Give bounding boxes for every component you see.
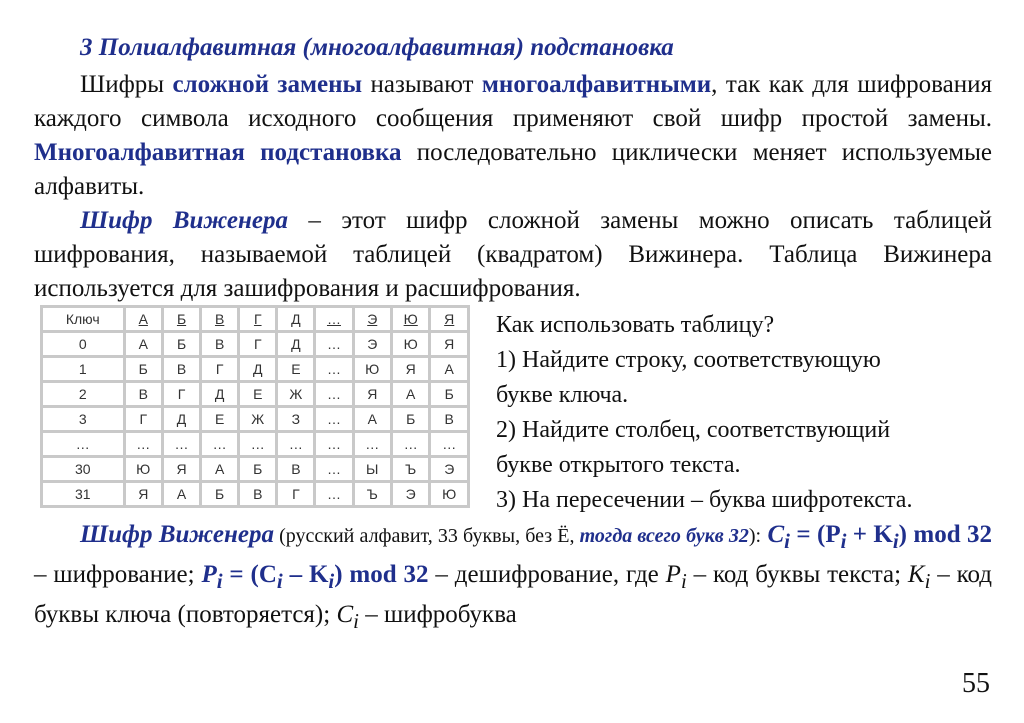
table-cell: Е: [239, 382, 277, 407]
table-cell: 2: [42, 382, 125, 407]
table-cell: Я: [430, 332, 469, 357]
paragraph-vigenere: Шифр Виженера – этот шифр сложной замены можно описать таблицей шифрования, называемой таблицей (квадратом) Вижинера. Таблица Вижинера используется для зашифрования и расшифрования.: [34, 207, 993, 302]
table-cell: 1: [42, 357, 125, 382]
table-cell: 3: [42, 407, 125, 432]
table-row: [42, 382, 469, 407]
table-cell: …: [315, 332, 353, 357]
table-cell: …: [42, 432, 125, 457]
table-header-row: [42, 307, 469, 332]
table-cell: В: [277, 457, 315, 482]
table-row: [42, 457, 469, 482]
table-cell: В: [201, 307, 239, 332]
table-cell: Э: [391, 482, 429, 507]
term-polyalphabetic: многоалфавитными: [481, 71, 712, 98]
table-cell: Э: [430, 457, 469, 482]
table-cell: Я: [391, 357, 429, 382]
table-cell: …: [162, 432, 200, 457]
table-cell: Э: [353, 307, 391, 332]
table-cell: 30: [42, 457, 125, 482]
table-cell: А: [430, 357, 469, 382]
term-polyalphabetic-substitution: Многоалфавитная подстановка: [34, 139, 402, 166]
table-cell: Б: [162, 332, 200, 357]
table-cell: Я: [124, 482, 162, 507]
table-cell: …: [430, 432, 469, 457]
table-row: [42, 432, 469, 457]
term-complex-substitution: сложной замены: [172, 71, 363, 98]
how-title: Как использовать таблицу?: [496, 312, 775, 338]
table-cell: З: [277, 407, 315, 432]
section-heading: 3 Полиалфавитная (многоалфавитная) подстановка: [80, 34, 674, 61]
how-step2-cont: букве открытого текста.: [496, 452, 741, 478]
table-cell: …: [277, 432, 315, 457]
table-cell: …: [315, 482, 353, 507]
table-cell: …: [315, 382, 353, 407]
page-number: 55: [962, 668, 990, 699]
table-cell: …: [124, 432, 162, 457]
table-cell: А: [162, 482, 200, 507]
table-cell: Г: [239, 307, 277, 332]
table-cell: А: [391, 382, 429, 407]
table-row: [42, 357, 469, 382]
table-cell: Э: [353, 332, 391, 357]
term-vigenere-cipher: Шифр Виженера: [80, 207, 288, 234]
table-cell: …: [391, 432, 429, 457]
how-step3: 3) На пересечении – буква шифротекста.: [496, 487, 913, 513]
table-cell: Б: [201, 482, 239, 507]
table-cell: 0: [42, 332, 125, 357]
table-cell: Ю: [430, 482, 469, 507]
table-cell: В: [124, 382, 162, 407]
table-cell: Ю: [391, 307, 429, 332]
table-cell: Я: [353, 382, 391, 407]
table-cell: Ю: [124, 457, 162, 482]
table-row: [42, 407, 469, 432]
table-cell: А: [353, 407, 391, 432]
table-cell: Д: [277, 332, 315, 357]
table-cell: Ж: [277, 382, 315, 407]
paragraph-vigenere-formula: Шифр Виженера (русский алфавит, 33 буквы, без Ё, тогда всего букв 32): $C_i = (P_i + K_i)$ mod 32 – шифрование; $P_i = (C_i - K_i)$ mod 32 – дешифрование, где $P_i$ – код буквы текста; $K_i$ – код буквы ключа (повторяется); $C_i$ – шифробуква: [34, 521, 993, 633]
table-cell: Г: [124, 407, 162, 432]
table-cell: В: [162, 357, 200, 382]
paragraph-polyalphabetic: Шифры сложной замены называют многоалфавитными, так как для шифрования каждого символа исходного сообщения применяют свой шифр простой замены. Многоалфавитная подстановка последовательно циклически меняет используемые алфавиты.: [34, 71, 993, 200]
table-row: [42, 482, 469, 507]
table-cell: …: [315, 307, 353, 332]
table-cell: В: [430, 407, 469, 432]
table-cell: Д: [201, 382, 239, 407]
vigenere-title: Шифр Виженера: [80, 521, 274, 548]
how-step1: 1) Найдите строку, соответствующую: [496, 347, 881, 373]
table-cell: Б: [239, 457, 277, 482]
table-cell: А: [124, 332, 162, 357]
table-cell: …: [239, 432, 277, 457]
table-cell: Б: [430, 382, 469, 407]
table-row: [42, 332, 469, 357]
how-to-use: [496, 308, 992, 518]
table-cell: Ю: [391, 332, 429, 357]
table-cell: В: [201, 332, 239, 357]
table-cell: Е: [277, 357, 315, 382]
table-cell: Д: [162, 407, 200, 432]
decryption-formula: $P_i = (C_i - K_i)$ mod 32: [201, 561, 429, 593]
table-cell: Д: [277, 307, 315, 332]
table-cell: Е: [201, 407, 239, 432]
table-cell: Г: [277, 482, 315, 507]
table-cell: Ж: [239, 407, 277, 432]
table-cell: Д: [239, 357, 277, 382]
table-cell: Ключ: [42, 307, 125, 332]
table-cell: В: [239, 482, 277, 507]
table-cell: Ъ: [391, 457, 429, 482]
table-cell: Ъ: [353, 482, 391, 507]
table-cell: …: [315, 432, 353, 457]
table-cell: Ы: [353, 457, 391, 482]
how-step1-cont: букве ключа.: [496, 382, 629, 408]
table-cell: …: [353, 432, 391, 457]
table-cell: Б: [391, 407, 429, 432]
table-cell: …: [201, 432, 239, 457]
table-cell: …: [315, 357, 353, 382]
encryption-formula: $C_i = (P_i + K_i)$ mod 32: [767, 521, 993, 553]
table-cell: Г: [239, 332, 277, 357]
vigenere-table: [40, 305, 470, 508]
table-cell: Ю: [353, 357, 391, 382]
table-cell: Б: [162, 307, 200, 332]
table-cell: Б: [124, 357, 162, 382]
table-cell: А: [124, 307, 162, 332]
table-cell: 31: [42, 482, 125, 507]
table-cell: Я: [430, 307, 469, 332]
table-cell: Г: [162, 382, 200, 407]
table-cell: Г: [201, 357, 239, 382]
table-cell: …: [315, 457, 353, 482]
table-cell: Я: [162, 457, 200, 482]
how-step2: 2) Найдите столбец, соответствующий: [496, 417, 891, 443]
table-cell: А: [201, 457, 239, 482]
table-cell: …: [315, 407, 353, 432]
